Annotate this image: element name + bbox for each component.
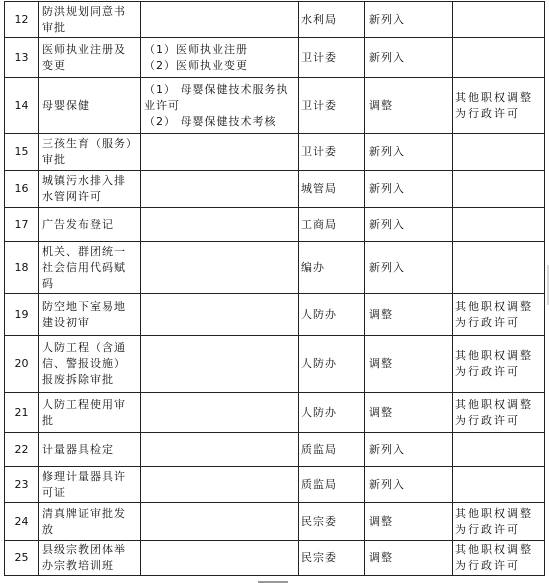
- row-number-cell: 12: [5, 2, 39, 38]
- remark-line: 其他职权调整: [455, 90, 533, 104]
- item-detail-cell: [141, 467, 299, 503]
- remark-cell: [453, 242, 545, 294]
- table-row: [5, 171, 545, 208]
- department-cell: 卫计委: [299, 38, 365, 78]
- change-type-cell: 调整: [365, 503, 453, 541]
- change-type-cell: 新列入: [365, 208, 453, 242]
- item-name-line: 审批: [42, 20, 66, 34]
- item-detail-cell: [141, 336, 299, 393]
- department-cell: 民宗委: [299, 541, 365, 576]
- item-name-line: 三孩生育（服务）: [42, 137, 138, 150]
- department-cell: 城管局: [299, 171, 365, 208]
- department-cell: 人防办: [299, 336, 365, 393]
- item-name-line: 人防工程（含通: [42, 341, 126, 354]
- department-cell: 质监局: [299, 433, 365, 467]
- table-row: [5, 78, 545, 134]
- table-row: [5, 503, 545, 541]
- remark-line: 其他职权调整: [455, 543, 533, 556]
- item-name-line: 办宗教培训班: [42, 559, 114, 572]
- item-name-cell: [39, 242, 141, 294]
- item-detail-line: （1）医师执业注册: [144, 42, 248, 56]
- row-number-cell: 14: [5, 78, 39, 134]
- item-name-line: 防洪规划同意书: [42, 4, 126, 18]
- remark-cell: [453, 393, 545, 433]
- approval-items-table: [4, 1, 545, 576]
- remark-line: 为行政许可: [455, 315, 520, 329]
- item-name-cell: [39, 208, 141, 242]
- table-row: [5, 294, 545, 336]
- item-name-line: 社会信用代码赋: [42, 260, 126, 274]
- department-cell: 工商局: [299, 208, 365, 242]
- item-name-line: 可证: [42, 485, 66, 499]
- item-name-line: 医师执业注册及: [42, 42, 126, 56]
- table-row: [5, 467, 545, 503]
- remark-cell: [453, 433, 545, 467]
- item-name-line: 城镇污水排入排: [42, 174, 126, 187]
- item-name-line: 建设初审: [42, 315, 90, 329]
- remark-line: 为行政许可: [455, 559, 520, 572]
- change-type-cell: 调整: [365, 294, 453, 336]
- change-type-cell: 调整: [365, 78, 453, 134]
- row-number-cell: 24: [5, 503, 39, 541]
- remark-cell: [453, 38, 545, 78]
- item-name-line: 修理计量器具许: [42, 469, 126, 483]
- remark-cell: [453, 78, 545, 134]
- item-name-line: 审批: [42, 153, 66, 166]
- change-type-cell: 新列入: [365, 242, 453, 294]
- item-name-cell: [39, 134, 141, 171]
- item-name-line: 广告发布登记: [42, 217, 114, 231]
- row-number-cell: 17: [5, 208, 39, 242]
- remark-line: 为行政许可: [455, 106, 520, 120]
- item-name-line: 母婴保健: [42, 98, 90, 112]
- remark-cell: [453, 467, 545, 503]
- remark-line: 其他职权调整: [455, 506, 533, 520]
- item-detail-cell: [141, 208, 299, 242]
- remark-cell: [453, 2, 545, 38]
- item-name-line: 码: [42, 276, 54, 290]
- department-cell: 民宗委: [299, 503, 365, 541]
- item-detail-line: （1） 母婴保健技术服务执: [144, 82, 289, 96]
- item-detail-cell: [141, 433, 299, 467]
- item-name-line: 计量器具检定: [42, 442, 114, 456]
- remark-line: 其他职权调整: [455, 349, 533, 362]
- item-detail-cell: [141, 294, 299, 336]
- item-name-cell: [39, 467, 141, 503]
- remark-line: 其他职权调整: [455, 299, 533, 313]
- table-body: [5, 2, 545, 576]
- table-row: [5, 208, 545, 242]
- item-name-cell: [39, 393, 141, 433]
- item-name-cell: [39, 78, 141, 134]
- item-detail-cell: [141, 171, 299, 208]
- item-detail-cell: [141, 242, 299, 294]
- table-row: [5, 541, 545, 576]
- department-cell: 人防办: [299, 393, 365, 433]
- row-number-cell: 21: [5, 393, 39, 433]
- item-name-line: 水管网许可: [42, 190, 102, 203]
- item-name-cell: [39, 38, 141, 78]
- department-cell: 人防办: [299, 294, 365, 336]
- item-detail-line: （2） 母婴保健技术考核: [144, 114, 277, 128]
- change-type-cell: 新列入: [365, 467, 453, 503]
- table-row: [5, 433, 545, 467]
- item-name-cell: [39, 336, 141, 393]
- item-detail-cell: [141, 78, 299, 134]
- department-cell: 编办: [299, 242, 365, 294]
- remark-cell: [453, 294, 545, 336]
- change-type-cell: 新列入: [365, 134, 453, 171]
- item-name-line: 信、警报设施）: [42, 357, 126, 370]
- item-detail-cell: [141, 393, 299, 433]
- item-name-cell: [39, 294, 141, 336]
- remark-cell: [453, 336, 545, 393]
- table-row: [5, 134, 545, 171]
- item-name-line: 人防工程使用审: [42, 397, 126, 411]
- change-type-cell: 新列入: [365, 171, 453, 208]
- change-type-cell: 新列入: [365, 38, 453, 78]
- row-number-cell: 23: [5, 467, 39, 503]
- item-name-cell: [39, 433, 141, 467]
- row-number-cell: 13: [5, 38, 39, 78]
- remark-cell: [453, 541, 545, 576]
- remark-cell: [453, 208, 545, 242]
- item-name-line: 机关、群团统一: [42, 244, 126, 258]
- row-number-cell: 15: [5, 134, 39, 171]
- table-row: [5, 242, 545, 294]
- table-row: [5, 336, 545, 393]
- item-detail-cell: [141, 503, 299, 541]
- remark-line: 其他职权调整: [455, 397, 533, 411]
- remark-cell: [453, 503, 545, 541]
- row-number-cell: 16: [5, 171, 39, 208]
- table-row: [5, 393, 545, 433]
- change-type-cell: 新列入: [365, 433, 453, 467]
- department-cell: 质监局: [299, 467, 365, 503]
- item-detail-line: （2）医师执业变更: [144, 58, 248, 72]
- item-name-cell: [39, 503, 141, 541]
- row-number-cell: 25: [5, 541, 39, 576]
- item-name-line: 防空地下室易地: [42, 299, 126, 313]
- row-number-cell: 19: [5, 294, 39, 336]
- item-name-line: 清真牌证审批发: [42, 506, 126, 520]
- department-cell: 水利局: [299, 2, 365, 38]
- table-row: [5, 38, 545, 78]
- department-cell: 卫计委: [299, 78, 365, 134]
- item-name-line: 放: [42, 522, 54, 536]
- remark-cell: [453, 171, 545, 208]
- item-name-line: 变更: [42, 58, 66, 72]
- item-name-cell: [39, 541, 141, 576]
- table-row: [5, 2, 545, 38]
- remark-line: 为行政许可: [455, 522, 520, 536]
- remark-line: 为行政许可: [455, 365, 520, 378]
- row-number-cell: 20: [5, 336, 39, 393]
- item-name-cell: [39, 171, 141, 208]
- item-name-line: 批: [42, 413, 54, 427]
- item-name-cell: [39, 2, 141, 38]
- change-type-cell: 新列入: [365, 2, 453, 38]
- change-type-cell: 调整: [365, 541, 453, 576]
- remark-line: 为行政许可: [455, 413, 520, 427]
- row-number-cell: 22: [5, 433, 39, 467]
- item-name-line: 县级宗教团体举: [42, 543, 126, 556]
- department-cell: 卫计委: [299, 134, 365, 171]
- item-detail-line: 业许可: [144, 98, 180, 112]
- item-detail-cell: [141, 38, 299, 78]
- row-number-cell: 18: [5, 242, 39, 294]
- item-name-line: 报废拆除审批: [42, 373, 114, 386]
- change-type-cell: 调整: [365, 393, 453, 433]
- item-detail-cell: [141, 2, 299, 38]
- item-detail-cell: [141, 134, 299, 171]
- remark-cell: [453, 134, 545, 171]
- item-detail-cell: [141, 541, 299, 576]
- change-type-cell: 调整: [365, 336, 453, 393]
